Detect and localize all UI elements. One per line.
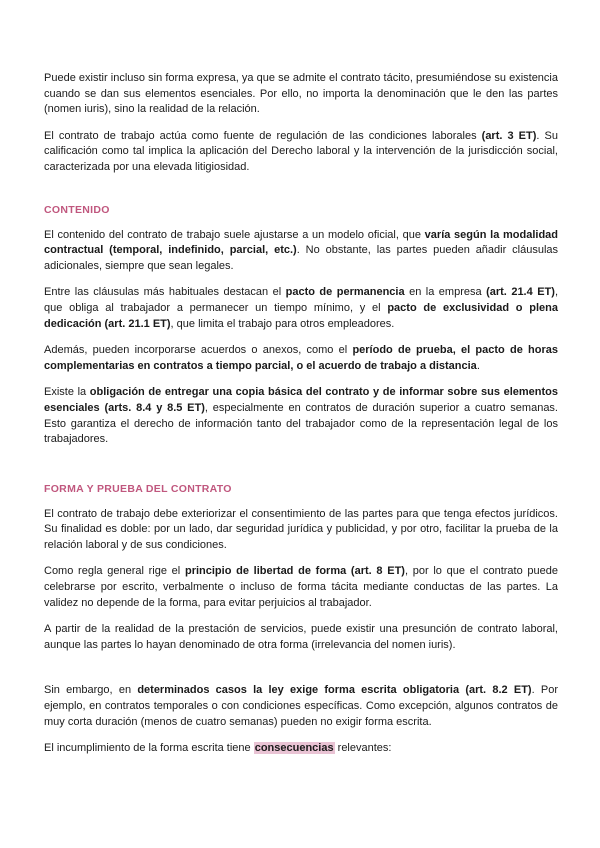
paragraph-regulation-source: El contrato de trabajo actúa como fuente de regulación de las condiciones laborales (art. 3 ET). Su calificación como tal implica la aplicación del Derecho laboral y la intervención de la jurisdicción social, caracterizada por una elevada litigiosidad. <box>44 129 558 173</box>
paragraph-official-model: El contenido del contrato de trabajo suele ajustarse a un modelo oficial, que varía según la modalidad contractual (temporal, indefinido, parcial, etc.). No obstante, las partes pueden añadir cláusulas adicionales, siempre que sean legales. <box>44 228 559 272</box>
paragraph-presumption: A partir de la realidad de la prestación de servicios, puede existir una presunción de contrato laboral, aunque las partes lo hayan denominado de otra forma (irrelevancia del nomen iuris). <box>44 623 558 651</box>
paragraph-written-form: Sin embargo, en determinados casos la ley exige forma escrita obligatoria (art. 8.2 ET). Por ejemplo, en contratos temporales o con condiciones específicas. Como excepción, algunos contratos de muy corta duración (menos de cuatro semanas) pueden no exigir forma escrita. <box>44 684 558 728</box>
document-page <box>44 71 558 757</box>
paragraph-basic-copy: Existe la obligación de entregar una copia básica del contrato y de informar sobre sus elementos esenciales (arts. 8.4 y 8.5 ET), especialmente en contratos de duración superior a cuatro semanas. Esto garantiza el derecho de información tanto del trabajador como de la representación legal de los trabajadores. <box>44 386 558 446</box>
section-heading-forma-prueba: FORMA Y PRUEBA DEL CONTRATO <box>44 482 232 495</box>
paragraph-common-clauses: Entre las cláusulas más habituales destacan el pacto de permanencia en la empresa (art. 21.4 ET), que obliga al trabajador a permanecer un tiempo mínimo, y el pacto de exclusividad o plena dedicación (art. 21.1 ET), que limita el trabajo para otros empleadores. <box>44 286 558 330</box>
paragraph-consequences: El incumplimiento de la forma escrita tiene consecuencias relevantes: <box>44 742 392 755</box>
paragraph-freedom-of-form: Como regla general rige el principio de libertad de forma (art. 8 ET), por lo que el contrato puede celebrarse por escrito, verbalmente o incluso de forma tácita mediante conductas de las partes. La validez no depende de la forma, para evitar perjuicios al trabajador. <box>44 565 559 609</box>
section-heading-contenido: CONTENIDO <box>44 203 110 216</box>
paragraph-consent: El contrato de trabajo debe exteriorizar el consentimiento de las partes para que tenga efectos jurídicos. Su finalidad es doble: por un lado, dar seguridad jurídica y publicidad, y por otro, facilitar la prueba de la relación laboral y de sus condiciones. <box>44 507 558 551</box>
highlighted-term: consecuencias <box>254 742 334 755</box>
paragraph-tacit-contract: Puede existir incluso sin forma expresa, ya que se admite el contrato tácito, presumiéndose su existencia cuando se dan sus elementos esenciales. Por ello, no importa la denominación que le den las partes (nomen iuris), sino la realidad de la relación. <box>44 72 558 116</box>
paragraph-annexes: Además, pueden incorporarse acuerdos o anexos, como el período de prueba, el pacto de horas complementarias en contratos a tiempo parcial, o el acuerdo de trabajo a distancia. <box>44 344 558 372</box>
